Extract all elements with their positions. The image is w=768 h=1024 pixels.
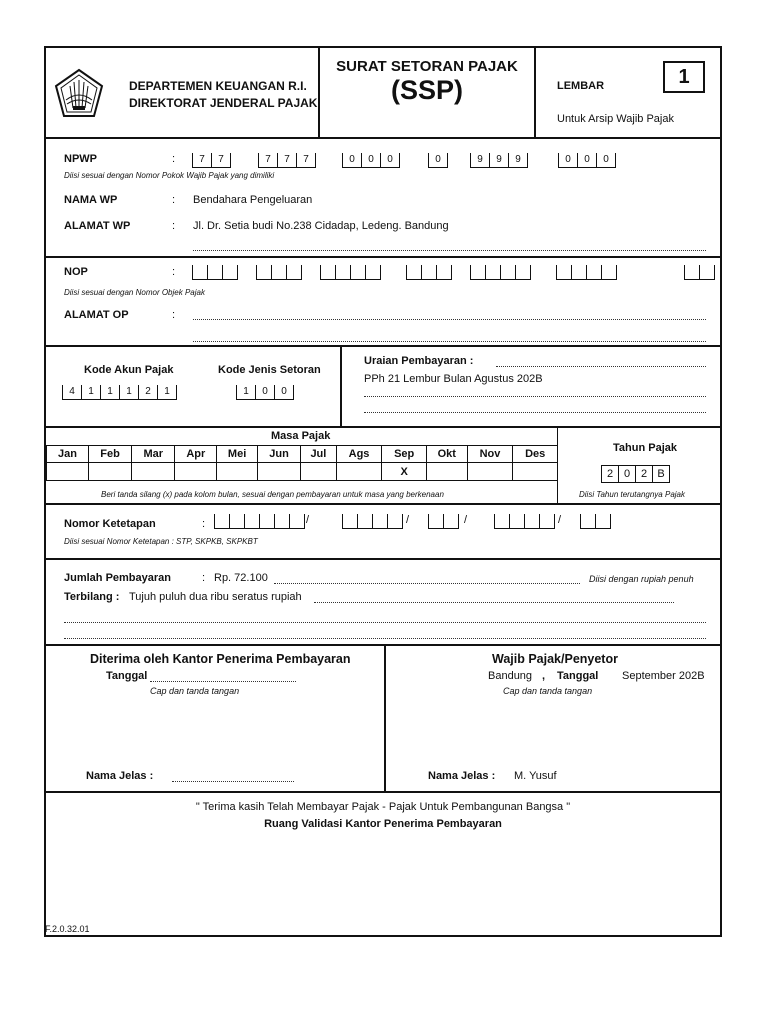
npwp-label: NPWP	[64, 153, 97, 165]
dept-line2: DIREKTORAT JENDERAL PAJAK	[129, 96, 318, 110]
month-mark-apr[interactable]	[175, 463, 217, 481]
month-cell-sep[interactable]: Sep	[382, 446, 427, 463]
nop-group-box	[271, 265, 286, 280]
ketetapan-group	[580, 513, 611, 529]
month-mark-feb[interactable]	[88, 463, 131, 481]
terbilang-dotline-1	[64, 622, 706, 623]
tahun-label: Tahun Pajak	[613, 442, 677, 454]
month-mark-jul[interactable]	[301, 463, 337, 481]
jumlah-colon: :	[202, 572, 206, 584]
tahun-digit-box: 2	[601, 465, 619, 483]
ketetapan-slash: /	[464, 514, 468, 526]
ketetapan-group-box	[342, 514, 357, 529]
sign-right-nama-label: Nama Jelas :	[428, 770, 496, 782]
kemenkeu-logo-icon	[53, 68, 105, 120]
wp-section	[46, 139, 720, 258]
npwp-note: Diisi sesuai dengan Nomor Pokok Wajib Pajak yang dimiliki	[64, 171, 275, 180]
dept-line1: DEPARTEMEN KEUANGAN R.I.	[129, 79, 307, 93]
nop-group-box	[500, 265, 515, 280]
lembar-number: 1	[663, 61, 705, 93]
ketetapan-group	[428, 513, 459, 529]
ketetapan-slash: /	[406, 514, 410, 526]
sign-left-tanggal-dotline	[150, 681, 296, 682]
nop-group-box	[436, 265, 452, 280]
month-cell-mar[interactable]: Mar	[132, 446, 175, 463]
terbilang-value: Tujuh puluh dua ribu seratus rupiah	[129, 591, 302, 603]
alamat-op-dotline-2	[193, 341, 706, 342]
nop-group-box	[350, 265, 365, 280]
masa-title: Masa Pajak	[271, 430, 331, 442]
ketetapan-group-box	[357, 514, 372, 529]
header-section	[46, 48, 720, 139]
nop-group-box	[286, 265, 302, 280]
terbilang-label: Terbilang :	[64, 591, 120, 603]
npwp-group-box: 0	[361, 153, 380, 168]
npwp-group	[258, 152, 316, 168]
kode-akun-group-box: 2	[138, 385, 157, 400]
month-header-row	[47, 446, 558, 463]
npwp-group	[558, 152, 616, 168]
nop-group	[470, 264, 531, 280]
npwp-group-box: 7	[211, 153, 231, 168]
tahun-digit-box: 2	[635, 465, 653, 483]
kode-akun-label: Kode Akun Pajak	[84, 364, 174, 376]
month-cell-jun[interactable]: Jun	[257, 446, 300, 463]
ketetapan-group-box	[428, 514, 443, 529]
terbilang-dotline-0	[314, 602, 674, 603]
alamat-op-dotline-1	[193, 319, 706, 320]
nop-group	[556, 264, 617, 280]
sign-right-city: Bandung	[488, 670, 533, 682]
ketetapan-group	[342, 513, 403, 529]
tahun-block	[557, 428, 723, 503]
ketetapan-group-box	[214, 514, 229, 529]
kode-akun-group-box: 1	[81, 385, 100, 400]
npwp-group-box: 9	[508, 153, 528, 168]
month-mark-mar[interactable]	[132, 463, 175, 481]
masa-section	[46, 428, 720, 505]
month-cell-jul[interactable]: Jul	[301, 446, 337, 463]
ketetapan-group	[494, 513, 555, 529]
ketetapan-group-box	[387, 514, 403, 529]
kode-akun-group-box: 4	[62, 385, 81, 400]
nop-colon: :	[172, 266, 176, 278]
month-mark-row	[47, 463, 558, 481]
kode-section	[46, 347, 720, 428]
npwp-group-box: 0	[577, 153, 596, 168]
ketetapan-group-box	[289, 514, 305, 529]
month-mark-okt[interactable]	[426, 463, 467, 481]
ketetapan-group-box	[494, 514, 509, 529]
month-cell-mei[interactable]: Mei	[217, 446, 258, 463]
ketetapan-slash: /	[306, 514, 310, 526]
jumlah-note: Diisi dengan rupiah penuh	[589, 574, 694, 584]
sign-right-comma: ,	[542, 670, 546, 682]
kode-jenis-label: Kode Jenis Setoran	[218, 364, 321, 376]
npwp-colon: :	[172, 153, 176, 165]
nop-group	[406, 264, 452, 280]
jumlah-value: Rp. 72.100	[214, 572, 268, 584]
sign-left-nama-dotline	[172, 781, 294, 782]
kode-akun-group-box: 1	[157, 385, 177, 400]
nop-group-box	[515, 265, 531, 280]
month-mark-nov[interactable]	[467, 463, 513, 481]
alamat-wp-label: ALAMAT WP	[64, 220, 131, 232]
uraian-dotline-1	[364, 396, 706, 397]
month-cell-ags[interactable]: Ags	[336, 446, 382, 463]
tahun-group	[601, 467, 669, 483]
alamat-op-label: ALAMAT OP	[64, 309, 129, 321]
nop-group-box	[684, 265, 699, 280]
uraian-dotline-2	[364, 412, 706, 413]
validation-section	[46, 793, 720, 935]
kode-jenis-group-box: 0	[274, 385, 294, 400]
uraian-dotline-0	[496, 366, 706, 367]
ketetapan-group-box	[274, 514, 289, 529]
nop-group-box	[256, 265, 271, 280]
dept-block	[46, 48, 320, 137]
ketetapan-note: Diisi sesuai Nomor Ketetapan : STP, SKPKB, SKPKBT	[64, 537, 258, 546]
ketetapan-group-box	[372, 514, 387, 529]
nop-note: Diisi sesuai dengan Nomor Objek Pajak	[64, 288, 205, 297]
sign-left-title: Diterima oleh Kantor Penerima Pembayaran	[90, 652, 351, 666]
alamat-wp-dotline	[193, 250, 706, 251]
signature-section	[46, 646, 720, 793]
ketetapan-group-box	[524, 514, 539, 529]
sign-left-tanggal: Tanggal	[106, 670, 148, 682]
alamat-wp-value: Jl. Dr. Setia budi No.238 Cidadap, Ledeng. Bandung	[193, 220, 449, 232]
nop-group-box	[222, 265, 238, 280]
ketetapan-group-box	[244, 514, 259, 529]
nop-group-box	[470, 265, 485, 280]
npwp-group-box: 7	[258, 153, 277, 168]
jumlah-section	[46, 560, 720, 646]
nop-group-box	[192, 265, 207, 280]
month-mark-sep[interactable]: X	[382, 463, 427, 481]
title-block	[320, 48, 536, 137]
validation-label: Ruang Validasi Kantor Penerima Pembayaran	[264, 818, 502, 830]
masa-note: Beri tanda silang (x) pada kolom bulan, sesuai dengan pembayaran untuk masa yang berkenaan	[101, 490, 444, 499]
uraian-label: Uraian Pembayaran :	[364, 355, 474, 367]
npwp-group	[192, 152, 231, 168]
terbilang-dotline-2	[64, 638, 706, 639]
npwp-group-box: 7	[192, 153, 211, 168]
jumlah-label: Jumlah Pembayaran	[64, 572, 171, 584]
npwp-group-box: 7	[296, 153, 316, 168]
kode-left	[46, 347, 342, 426]
sign-right-date: September 202B	[622, 670, 705, 682]
month-mark-des[interactable]	[513, 463, 558, 481]
ketetapan-group	[214, 513, 305, 529]
npwp-group-box: 0	[596, 153, 616, 168]
month-cell-feb[interactable]: Feb	[88, 446, 131, 463]
nop-group-box	[320, 265, 335, 280]
npwp-group-box: 0	[342, 153, 361, 168]
nop-group-box	[335, 265, 350, 280]
sign-left-cap: Cap dan tanda tangan	[150, 686, 240, 696]
npwp-group	[428, 152, 448, 168]
jumlah-dotline	[274, 583, 580, 584]
ketetapan-slash: /	[558, 514, 562, 526]
masa-table	[46, 445, 558, 481]
tahun-digit-box: B	[652, 465, 670, 483]
kode-jenis-group	[236, 384, 294, 400]
npwp-group-box: 0	[558, 153, 577, 168]
nama-wp-value: Bendahara Pengeluaran	[193, 194, 313, 206]
nop-group	[256, 264, 302, 280]
npwp-group	[342, 152, 400, 168]
month-cell-jan[interactable]: Jan	[47, 446, 89, 463]
nop-group-box	[406, 265, 421, 280]
month-cell-apr[interactable]: Apr	[175, 446, 217, 463]
nop-group-box	[601, 265, 617, 280]
nop-group-box	[365, 265, 381, 280]
ketetapan-group-box	[259, 514, 274, 529]
alamat-wp-colon: :	[172, 220, 176, 232]
nop-group-box	[556, 265, 571, 280]
ketetapan-group-box	[595, 514, 611, 529]
nama-wp-label: NAMA WP	[64, 194, 118, 206]
month-mark-mei[interactable]	[217, 463, 258, 481]
npwp-group-box: 0	[428, 153, 448, 168]
sign-right-title: Wajib Pajak/Penyetor	[492, 652, 618, 666]
sign-left	[46, 646, 386, 791]
ketetapan-group-box	[539, 514, 555, 529]
sign-right-tanggal: Tanggal	[557, 670, 599, 682]
alamat-op-colon: :	[172, 309, 176, 321]
form-title: SURAT SETORAN PAJAK	[336, 58, 518, 75]
kode-akun-group-box: 1	[119, 385, 138, 400]
npwp-group-box: 0	[380, 153, 400, 168]
nop-group	[684, 264, 715, 280]
sign-left-nama-label: Nama Jelas :	[86, 770, 154, 782]
nama-wp-colon: :	[172, 194, 176, 206]
op-section	[46, 258, 720, 347]
kode-jenis-group-box: 1	[236, 385, 255, 400]
nop-group-box	[571, 265, 586, 280]
lembar-label: LEMBAR	[557, 80, 605, 92]
npwp-group-box: 9	[470, 153, 489, 168]
ketetapan-section	[46, 505, 720, 560]
nop-group-box	[485, 265, 500, 280]
month-mark-jun[interactable]	[257, 463, 300, 481]
sign-right-cap: Cap dan tanda tangan	[503, 686, 593, 696]
nop-group	[192, 264, 238, 280]
sign-right-nama-value: M. Yusuf	[514, 770, 557, 782]
month-cell-okt[interactable]: Okt	[426, 446, 467, 463]
ketetapan-label: Nomor Ketetapan	[64, 518, 156, 530]
kode-jenis-group-box: 0	[255, 385, 274, 400]
ketetapan-group-box	[443, 514, 459, 529]
form-code: F.2.0.32.01	[45, 924, 90, 934]
nop-group-box	[699, 265, 715, 280]
month-cell-des[interactable]: Des	[513, 446, 558, 463]
uraian-value: PPh 21 Lembur Bulan Agustus 202B	[364, 373, 543, 385]
nop-group-box	[586, 265, 601, 280]
kode-akun-group	[62, 384, 177, 400]
nop-label: NOP	[64, 266, 88, 278]
tahun-digit-box: 0	[618, 465, 636, 483]
npwp-group-box: 7	[277, 153, 296, 168]
ketetapan-group-box	[580, 514, 595, 529]
ketetapan-colon: :	[202, 518, 206, 530]
month-mark-ags[interactable]	[336, 463, 382, 481]
month-cell-nov[interactable]: Nov	[467, 446, 513, 463]
ketetapan-group-box	[229, 514, 244, 529]
month-mark-jan[interactable]	[47, 463, 89, 481]
ssp-form	[44, 46, 722, 937]
kode-akun-group-box: 1	[100, 385, 119, 400]
tahun-note: Diisi Tahun terutangnya Pajak	[579, 490, 685, 499]
lembar-desc: Untuk Arsip Wajib Pajak	[557, 113, 674, 125]
footer-quote: " Terima kasih Telah Membayar Pajak - Pajak Untuk Pembangunan Bangsa "	[195, 801, 571, 813]
ketetapan-group-box	[509, 514, 524, 529]
form-abbr: (SSP)	[390, 75, 463, 105]
nop-group-box	[207, 265, 222, 280]
npwp-group	[470, 152, 528, 168]
nop-group	[320, 264, 381, 280]
nop-group-box	[421, 265, 436, 280]
npwp-group-box: 9	[489, 153, 508, 168]
